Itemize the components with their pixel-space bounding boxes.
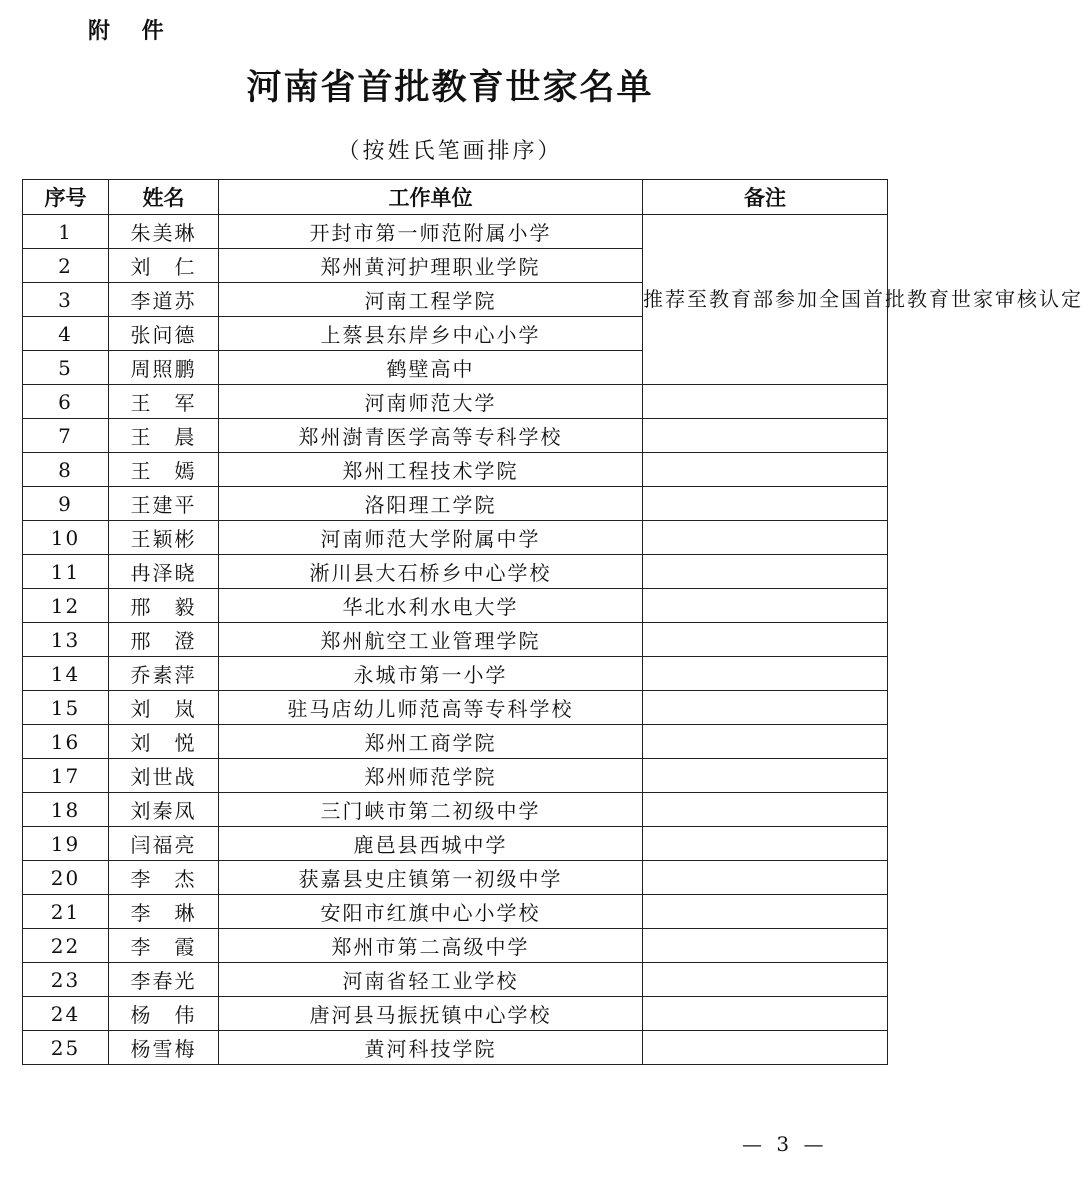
remark-cell — [643, 725, 888, 759]
table-row — [23, 759, 888, 793]
table-row — [23, 419, 888, 453]
remark-cell — [643, 623, 888, 657]
remark-cell — [643, 453, 888, 487]
work-unit: 鹤壁高中 — [219, 351, 643, 385]
person-name: 李春光 — [109, 963, 219, 997]
remark-cell — [643, 861, 888, 895]
column-header-number: 序号 — [23, 180, 109, 215]
person-name: 刘 仁 — [109, 249, 219, 283]
table-row — [23, 215, 888, 249]
table-row — [23, 555, 888, 589]
remark-cell — [643, 963, 888, 997]
work-unit: 上蔡县东岸乡中心小学 — [219, 317, 643, 351]
roster-table — [22, 179, 1083, 1065]
remark-cell — [643, 487, 888, 521]
work-unit: 河南省轻工业学校 — [219, 963, 643, 997]
table-row — [23, 623, 888, 657]
person-name: 闫福亮 — [109, 827, 219, 861]
remark-cell — [643, 691, 888, 725]
person-name: 张问德 — [109, 317, 219, 351]
work-unit: 鹿邑县西城中学 — [219, 827, 643, 861]
person-name: 周照鹏 — [109, 351, 219, 385]
row-number: 23 — [23, 963, 109, 997]
work-unit: 郑州航空工业管理学院 — [219, 623, 643, 657]
row-number: 22 — [23, 929, 109, 963]
remark-cell — [643, 759, 888, 793]
remark-cell — [643, 929, 888, 963]
row-number: 18 — [23, 793, 109, 827]
page-number: — 3 — — [742, 1132, 828, 1156]
column-header-name: 姓名 — [109, 180, 219, 215]
remark-cell — [643, 1031, 888, 1065]
work-unit: 郑州师范学院 — [219, 759, 643, 793]
table-row — [23, 385, 888, 419]
table-row — [23, 1031, 888, 1065]
row-number: 8 — [23, 453, 109, 487]
table-row — [23, 929, 888, 963]
table-row — [23, 827, 888, 861]
work-unit: 河南师范大学附属中学 — [219, 521, 643, 555]
remark-cell — [643, 657, 888, 691]
person-name: 刘秦凤 — [109, 793, 219, 827]
work-unit: 三门峡市第二初级中学 — [219, 793, 643, 827]
row-number: 13 — [23, 623, 109, 657]
row-number: 2 — [23, 249, 109, 283]
row-number: 21 — [23, 895, 109, 929]
person-name: 王 军 — [109, 385, 219, 419]
work-unit: 河南师范大学 — [219, 385, 643, 419]
table-row — [23, 453, 888, 487]
remark-cell — [643, 385, 888, 419]
table-row — [23, 589, 888, 623]
table-row — [23, 895, 888, 929]
row-number: 24 — [23, 997, 109, 1031]
table-row — [23, 793, 888, 827]
row-number: 3 — [23, 283, 109, 317]
attachment-label: 附 件 — [88, 19, 176, 44]
column-header-unit: 工作单位 — [219, 180, 643, 215]
work-unit: 获嘉县史庄镇第一初级中学 — [219, 861, 643, 895]
work-unit: 郑州工商学院 — [219, 725, 643, 759]
person-name: 李 霞 — [109, 929, 219, 963]
work-unit: 华北水利水电大学 — [219, 589, 643, 623]
work-unit: 河南工程学院 — [219, 283, 643, 317]
remark-cell — [643, 521, 888, 555]
person-name: 刘 悦 — [109, 725, 219, 759]
person-name: 乔素萍 — [109, 657, 219, 691]
row-number: 15 — [23, 691, 109, 725]
work-unit: 郑州工程技术学院 — [219, 453, 643, 487]
person-name: 王颖彬 — [109, 521, 219, 555]
work-unit: 郑州黄河护理职业学院 — [219, 249, 643, 283]
person-name: 王建平 — [109, 487, 219, 521]
row-number: 11 — [23, 555, 109, 589]
table-row — [23, 997, 888, 1031]
row-number: 6 — [23, 385, 109, 419]
remark-cell — [643, 589, 888, 623]
row-number: 17 — [23, 759, 109, 793]
row-number: 14 — [23, 657, 109, 691]
work-unit: 黄河科技学院 — [219, 1031, 643, 1065]
person-name: 李道苏 — [109, 283, 219, 317]
person-name: 刘 岚 — [109, 691, 219, 725]
table-row — [23, 963, 888, 997]
work-unit: 郑州澍青医学高等专科学校 — [219, 419, 643, 453]
person-name: 李 琳 — [109, 895, 219, 929]
person-name: 王 晨 — [109, 419, 219, 453]
remark-cell — [643, 555, 888, 589]
row-number: 4 — [23, 317, 109, 351]
row-number: 10 — [23, 521, 109, 555]
merged-remark: 推荐至教育部参加全国首批教育世家审核认定 — [643, 215, 888, 385]
work-unit: 驻马店幼儿师范高等专科学校 — [219, 691, 643, 725]
person-name: 冉泽晓 — [109, 555, 219, 589]
remark-cell — [643, 419, 888, 453]
person-name: 刘世战 — [109, 759, 219, 793]
work-unit: 郑州市第二高级中学 — [219, 929, 643, 963]
row-number: 5 — [23, 351, 109, 385]
person-name: 邢 毅 — [109, 589, 219, 623]
person-name: 朱美琳 — [109, 215, 219, 249]
table-row — [23, 725, 888, 759]
table-row — [23, 487, 888, 521]
work-unit: 洛阳理工学院 — [219, 487, 643, 521]
table-body — [23, 215, 1083, 1065]
work-unit: 永城市第一小学 — [219, 657, 643, 691]
remark-cell — [643, 827, 888, 861]
row-number: 7 — [23, 419, 109, 453]
remark-cell — [643, 895, 888, 929]
person-name: 王 嫣 — [109, 453, 219, 487]
remark-cell — [643, 793, 888, 827]
row-number: 25 — [23, 1031, 109, 1065]
person-name: 杨 伟 — [109, 997, 219, 1031]
work-unit: 唐河县马振抚镇中心学校 — [219, 997, 643, 1031]
work-unit: 安阳市红旗中心小学校 — [219, 895, 643, 929]
table-row — [23, 861, 888, 895]
table-row — [23, 691, 888, 725]
column-header-remark: 备注 — [643, 180, 888, 215]
table-row — [23, 521, 888, 555]
remark-cell — [643, 997, 888, 1031]
row-number: 19 — [23, 827, 109, 861]
person-name: 杨雪梅 — [109, 1031, 219, 1065]
work-unit: 开封市第一师范附属小学 — [219, 215, 643, 249]
person-name: 邢 澄 — [109, 623, 219, 657]
row-number: 9 — [23, 487, 109, 521]
table-row — [23, 657, 888, 691]
document-title: 河南省首批教育世家名单 — [246, 68, 654, 108]
row-number: 20 — [23, 861, 109, 895]
document-subtitle: （按姓氏笔画排序） — [337, 139, 563, 164]
row-number: 12 — [23, 589, 109, 623]
person-name: 李 杰 — [109, 861, 219, 895]
row-number: 16 — [23, 725, 109, 759]
row-number: 1 — [23, 215, 109, 249]
table-header-row — [23, 180, 888, 215]
work-unit: 淅川县大石桥乡中心学校 — [219, 555, 643, 589]
